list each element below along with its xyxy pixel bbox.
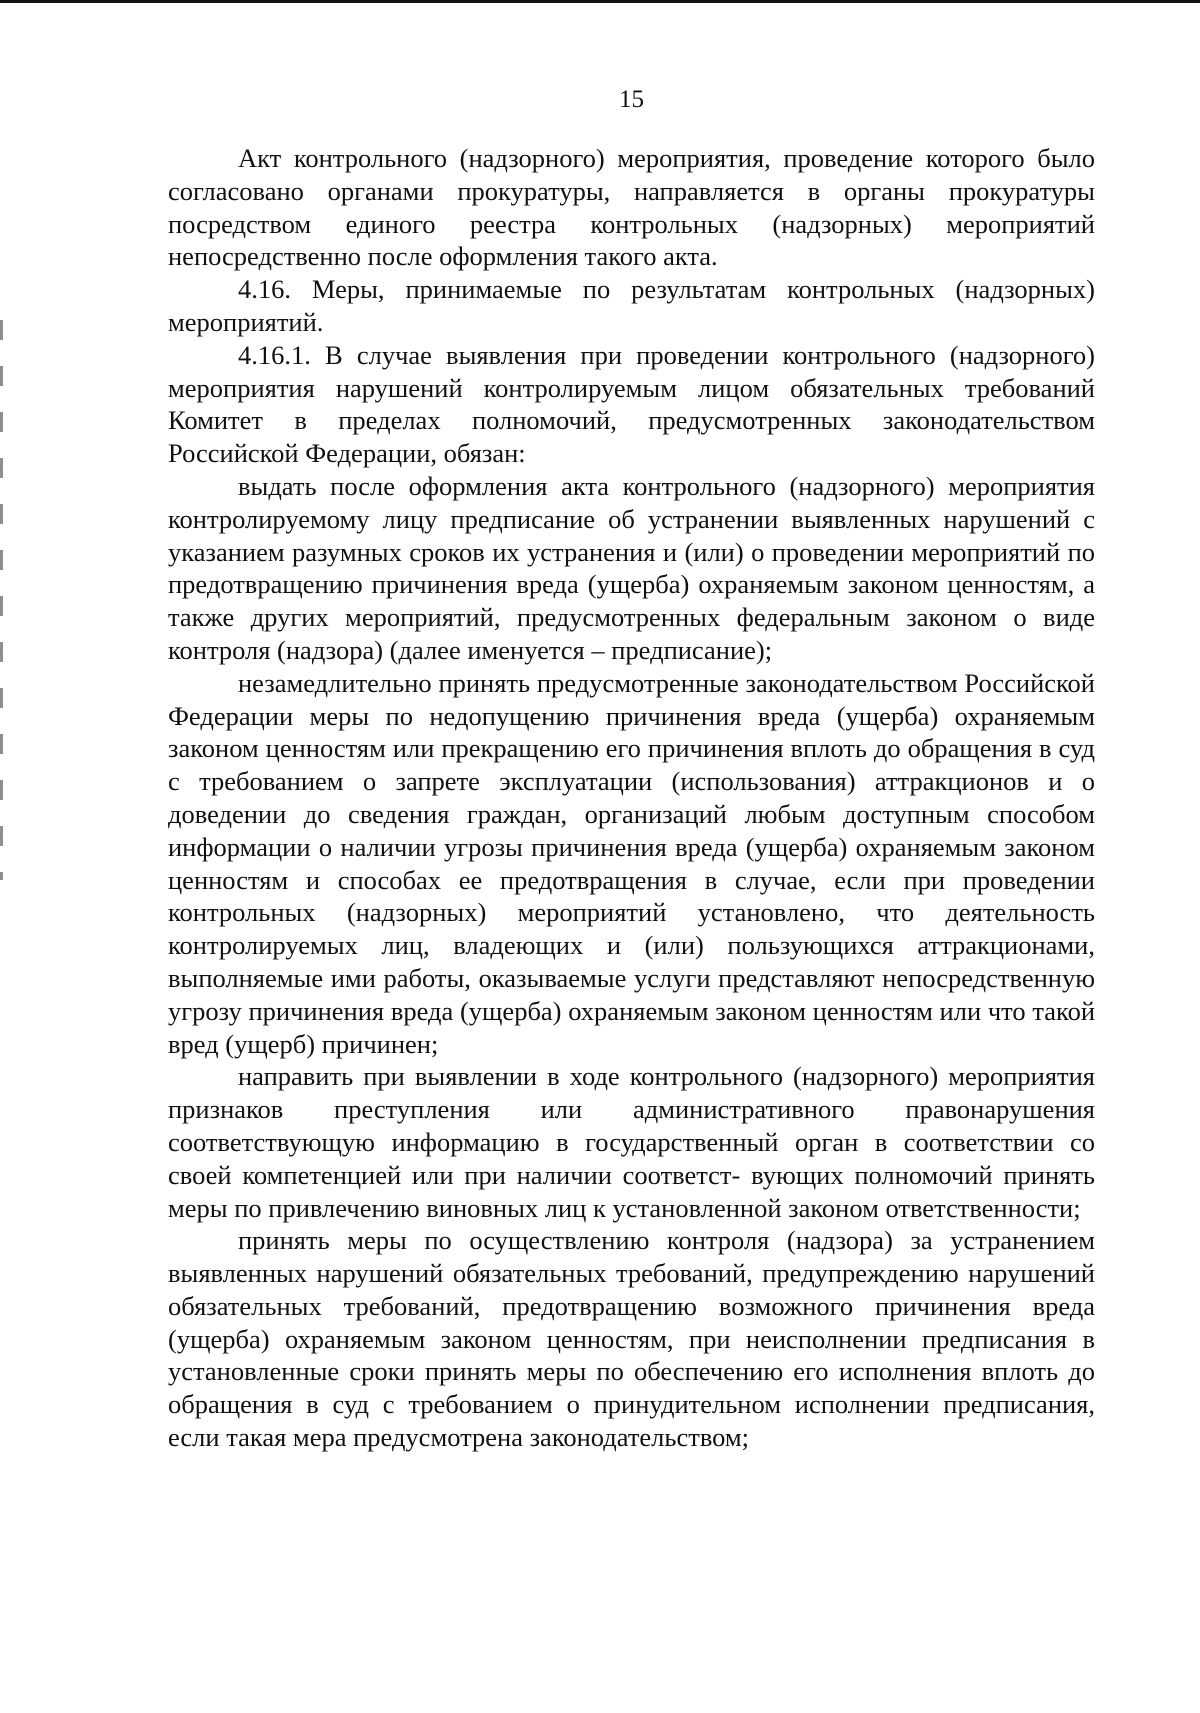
paragraph-issue-order: выдать после оформления акта контрольного (надзорного) мероприятия контролируемому лицу предписание об устранении выявленных нарушений с указанием разумных сроков их устранения и (или) о проведении мероприятий по предотвращению причинения вреда (ущерба) охраняемым законом ценностям, а также других мероприятий, предусмотренных федеральным законом о виде контроля (надзора) (далее именуется – предписание); xyxy=(168,470,1095,665)
paragraph-send-information: направить при выявлении в ходе контрольного (надзорного) мероприятия признаков преступления или административного правонарушения соответствующую информацию в государственный орган в соответствии со своей компетенцией или при наличии соответст- вующих полномочий принять меры по привлечению виновных лиц к установленной законом ответственности; xyxy=(168,1061,1095,1223)
paragraph-act-sent-to-prosecutor: Акт контрольного (надзорного) мероприятия, проведение которого было согласовано органами прокуратуры, направляется в органы прокуратуры посредством единого реестра контрольных (надзорных) мероприятий непосредственно после оформления такого акта. xyxy=(168,143,1095,272)
paragraph-control-measures: принять меры по осуществлению контроля (надзора) за устранением выявленных нарушений обязательных требований, предупреждению нарушений обязательных требований, предотвращению возможного причинения вреда (ущерба) охраняемым законом ценностям, при неисполнении предписания в установленные сроки принять меры по обеспечению его исполнения вплоть до обращения в суд с требованием о принудительном исполнении предписания, если такая мера предусмотрена законодательством; xyxy=(168,1225,1095,1453)
paragraph-section-4-16: 4.16. Меры, принимаемые по результатам контрольных (надзорных) мероприятий. xyxy=(168,274,1095,337)
scan-edge-left xyxy=(0,320,3,880)
page-number: 15 xyxy=(619,86,644,113)
paragraph-immediate-measures: незамедлительно принять предусмотренные законодательством Российской Федерации меры по недопущению причинения вреда (ущерба) охраняемым законом ценностям или прекращению его причинения вплоть до обращения в суд с требованием о запрете эксплуатации (использования) аттракционов и о доведении до сведения граждан, организаций любым доступным способом информации о наличии угрозы причинения вреда (ущерба) охраняемым законом ценностям и способах ее предотвращения в случае, если при проведении контрольных (надзорных) мероприятий установлено, что деятельность контролируемых лиц, владеющих и (или) пользующихся аттракционами, выполняемые ими работы, оказываемые услуги представляют непосредственную угрозу причинения вреда (ущерба) охраняемым законом ценностям или что такой вред (ущерб) причинен; xyxy=(168,667,1095,1059)
document-body xyxy=(168,142,1095,1454)
paragraph-section-4-16-1: 4.16.1. В случае выявления при проведении контрольного (надзорного) мероприятия нарушений контролируемым лицом обязательных требований Комитет в пределах полномочий, предусмотренных законодательством Российской Федерации, обязан: xyxy=(168,339,1095,469)
scan-edge-top xyxy=(0,0,1200,3)
